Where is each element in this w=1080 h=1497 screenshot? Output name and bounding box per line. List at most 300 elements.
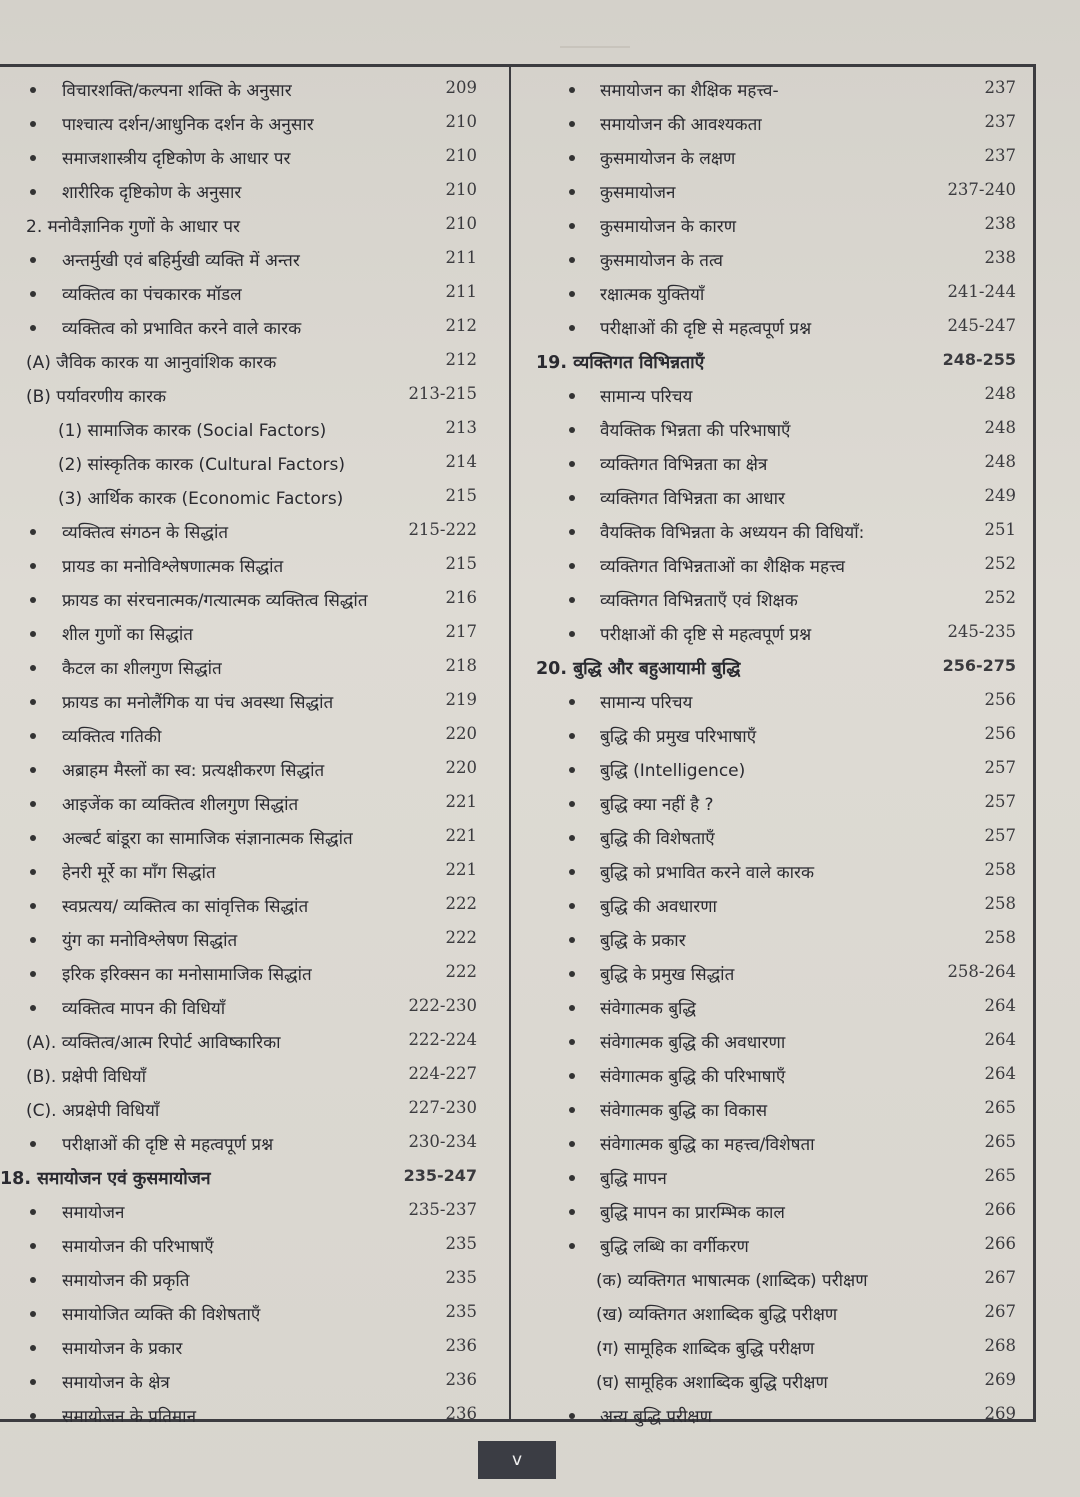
entry-page: 237 [984, 78, 1016, 97]
entry-title: व्यक्तिगत विभिन्नताओं का शैक्षिक महत्त्व [600, 557, 845, 577]
entry-title: समायोजन के क्षेत्र [62, 1373, 170, 1393]
entry-title: व्यक्तित्व को प्रभावित करने वाले कारक [62, 319, 302, 339]
contents-entry [518, 1126, 1030, 1160]
entry-page: 268 [984, 1336, 1016, 1355]
entry-title: संवेगात्मक बुद्धि की अवधारणा [600, 1033, 786, 1053]
entry-page: 220 [445, 724, 477, 743]
bullet-icon [30, 121, 36, 127]
entry-title: समायोजन की परिभाषाएँ [62, 1237, 214, 1257]
entry-page: 265 [984, 1098, 1016, 1117]
entry-title: बुद्धि की अवधारणा [600, 897, 717, 917]
contents-entry [0, 1126, 505, 1160]
bullet-icon [30, 189, 36, 195]
contents-entry [0, 1024, 505, 1058]
entry-page: 258 [984, 928, 1016, 947]
bullet-icon [569, 427, 575, 433]
contents-entry [0, 1228, 505, 1262]
entry-title: बुद्धि की विशेषताएँ [600, 829, 715, 849]
entry-page: 224-227 [408, 1064, 477, 1083]
bullet-icon [30, 1005, 36, 1011]
entry-title: (ख) व्यक्तिगत अशाब्दिक बुद्धि परीक्षण [596, 1305, 838, 1325]
entry-page: 216 [445, 588, 477, 607]
contents-entry [0, 480, 505, 514]
bullet-icon [569, 1039, 575, 1045]
contents-entry [0, 344, 505, 378]
entry-title: व्यक्तिगत विभिन्नताएँ एवं शिक्षक [600, 591, 798, 611]
bullet-icon [569, 223, 575, 229]
entry-title: समायोजन के प्रतिमान [62, 1407, 197, 1427]
bullet-icon [30, 87, 36, 93]
bullet-icon [569, 393, 575, 399]
entry-page: 264 [984, 1030, 1016, 1049]
entry-title: फ्रायड का संरचनात्मक/गत्यात्मक व्यक्तित्व सिद्धांत [62, 591, 368, 611]
contents-entry [0, 650, 505, 684]
bullet-icon [30, 631, 36, 637]
entry-title: बुद्धि के प्रकार [600, 931, 686, 951]
entry-page: 214 [445, 452, 477, 471]
entry-page: 211 [445, 282, 477, 301]
entry-title: समायोजन के प्रकार [62, 1339, 183, 1359]
contents-entry [0, 616, 505, 650]
contents-entry [0, 446, 505, 480]
entry-title: समाजशास्त्रीय दृष्टिकोण के आधार पर [62, 149, 291, 169]
entry-title: फ्रायड का मनोलैंगिक या पंच अवस्था सिद्धांत [62, 693, 334, 713]
bullet-icon [569, 1243, 575, 1249]
contents-entry [0, 208, 505, 242]
bullet-icon [30, 869, 36, 875]
contents-entry [0, 786, 505, 820]
bullet-icon [569, 937, 575, 943]
entry-page: 235 [445, 1268, 477, 1287]
contents-entry [0, 888, 505, 922]
chapter-heading [518, 344, 1030, 378]
entry-title: (3) आर्थिक कारक (Economic Factors) [58, 489, 344, 509]
entry-title: परीक्षाओं की दृष्टि से महत्वपूर्ण प्रश्न [62, 1135, 274, 1155]
bullet-icon [30, 563, 36, 569]
entry-page: 237 [984, 112, 1016, 131]
entry-title: बुद्धि मापन [600, 1169, 667, 1189]
bullet-icon [30, 937, 36, 943]
entry-title: बुद्धि लब्धि का वर्गीकरण [600, 1237, 749, 1257]
entry-page: 217 [445, 622, 477, 641]
entry-title: कैटल का शीलगुण सिद्धांत [62, 659, 222, 679]
entry-title: बुद्धि को प्रभावित करने वाले कारक [600, 863, 815, 883]
entry-page: 221 [445, 792, 477, 811]
contents-entry [518, 1296, 1030, 1330]
contents-entry [518, 514, 1030, 548]
entry-page: 209 [445, 78, 477, 97]
entry-title: संवेगात्मक बुद्धि [600, 999, 697, 1019]
entry-title: संवेगात्मक बुद्धि का महत्त्व/विशेषता [600, 1135, 815, 1155]
entry-page: 213 [445, 418, 477, 437]
contents-entry [0, 242, 505, 276]
entry-page: 252 [984, 588, 1016, 607]
contents-entry [518, 1262, 1030, 1296]
entry-title: 19. व्यक्तिगत विभिन्नताएँ [536, 353, 705, 373]
entry-title: अल्बर्ट बांडूरा का सामाजिक संज्ञानात्मक सिद्धांत [62, 829, 353, 849]
entry-page: 264 [984, 1064, 1016, 1083]
entry-page: 269 [984, 1404, 1016, 1423]
entry-title: (A) जैविक कारक या आनुवांशिक कारक [26, 353, 277, 373]
entry-title: बुद्धि के प्रमुख सिद्धांत [600, 965, 735, 985]
contents-entry [0, 1296, 505, 1330]
bullet-icon [30, 529, 36, 535]
entry-title: इरिक इरिक्सन का मनोसामाजिक सिद्धांत [62, 965, 312, 985]
bullet-icon [30, 1277, 36, 1283]
entry-page: 266 [984, 1200, 1016, 1219]
entry-page: 256 [984, 724, 1016, 743]
contents-entry [518, 1228, 1030, 1262]
contents-entry [518, 1058, 1030, 1092]
entry-page: 252 [984, 554, 1016, 573]
entry-title: कुसमायोजन के कारण [600, 217, 736, 237]
contents-entry [518, 922, 1030, 956]
entry-title: व्यक्तित्व गतिकी [62, 727, 162, 747]
bullet-icon [569, 121, 575, 127]
entry-page: 257 [984, 792, 1016, 811]
contents-entry [0, 1398, 505, 1432]
entry-page: 227-230 [408, 1098, 477, 1117]
entry-title: अन्य बुद्धि परीक्षण [600, 1407, 712, 1427]
entry-title: (ग) सामूहिक शाब्दिक बुद्धि परीक्षण [596, 1339, 815, 1359]
bullet-icon [30, 835, 36, 841]
entry-page: 265 [984, 1166, 1016, 1185]
bullet-icon [569, 631, 575, 637]
contents-entry [518, 956, 1030, 990]
contents-entry [0, 752, 505, 786]
entry-title: बुद्धि की प्रमुख परिभाषाएँ [600, 727, 757, 747]
entry-page: 222 [445, 894, 477, 913]
entry-page: 222 [445, 928, 477, 947]
entry-title: कुसमायोजन [600, 183, 676, 203]
contents-entry [518, 616, 1030, 650]
bullet-icon [569, 801, 575, 807]
entry-page: 248 [984, 384, 1016, 403]
contents-entry [518, 786, 1030, 820]
contents-entry [0, 990, 505, 1024]
bullet-icon [569, 189, 575, 195]
entry-title: युंग का मनोविश्लेषण सिद्धांत [62, 931, 238, 951]
entry-title: अन्तर्मुखी एवं बहिर्मुखी व्यक्ति में अन्तर [62, 251, 300, 271]
entry-page: 238 [984, 248, 1016, 267]
entry-title: बुद्धि मापन का प्रारम्भिक काल [600, 1203, 785, 1223]
bullet-icon [30, 1311, 36, 1317]
entry-title: व्यक्तिगत विभिन्नता का आधार [600, 489, 785, 509]
entry-page: 235 [445, 1302, 477, 1321]
contents-entry [518, 106, 1030, 140]
entry-title: (C). अप्रक्षेपी विधियाँ [26, 1101, 160, 1121]
bullet-icon [569, 767, 575, 773]
entry-page: 210 [445, 112, 477, 131]
bullet-icon [569, 87, 575, 93]
entry-page: 222-224 [408, 1030, 477, 1049]
bullet-icon [30, 903, 36, 909]
entry-page: 256 [984, 690, 1016, 709]
entry-page: 265 [984, 1132, 1016, 1151]
entry-page: 222-230 [408, 996, 477, 1015]
entry-title: समायोजन की प्रकृति [62, 1271, 190, 1291]
contents-entry [0, 1058, 505, 1092]
bullet-icon [569, 1005, 575, 1011]
contents-entry [518, 310, 1030, 344]
entry-page: 257 [984, 758, 1016, 777]
bullet-icon [569, 971, 575, 977]
contents-entry [518, 174, 1030, 208]
entry-title: (B) पर्यावरणीय कारक [26, 387, 167, 407]
entry-title: अब्राहम मैस्लों का स्व: प्रत्यक्षीकरण सिद्धांत [62, 761, 325, 781]
contents-entry [518, 208, 1030, 242]
bullet-icon [569, 563, 575, 569]
entry-title: सामान्य परिचय [600, 387, 693, 407]
entry-title: रक्षात्मक युक्तियाँ [600, 285, 705, 305]
bullet-icon [569, 597, 575, 603]
contents-entry [518, 140, 1030, 174]
entry-title: (घ) सामूहिक अशाब्दिक बुद्धि परीक्षण [596, 1373, 828, 1393]
entry-title: आइजेंक का व्यक्तित्व शीलगुण सिद्धांत [62, 795, 299, 815]
bullet-icon [569, 733, 575, 739]
bullet-icon [30, 1345, 36, 1351]
bullet-icon [569, 1141, 575, 1147]
entry-page: 222 [445, 962, 477, 981]
entry-title: संवेगात्मक बुद्धि का विकास [600, 1101, 768, 1121]
bullet-icon [569, 529, 575, 535]
entry-title: (क) व्यक्तिगत भाषात्मक (शाब्दिक) परीक्षण [596, 1271, 868, 1291]
contents-entry [0, 276, 505, 310]
top-mark [560, 46, 630, 48]
entry-title: कुसमायोजन के तत्व [600, 251, 723, 271]
column-divider [509, 66, 511, 1420]
contents-entry [518, 1160, 1030, 1194]
entry-page: 264 [984, 996, 1016, 1015]
chapter-heading [0, 1160, 505, 1194]
bullet-icon [569, 1413, 575, 1419]
bullet-icon [569, 291, 575, 297]
bullet-icon [30, 1379, 36, 1385]
contents-entry [0, 140, 505, 174]
bullet-icon [569, 835, 575, 841]
bullet-icon [30, 325, 36, 331]
bullet-icon [30, 733, 36, 739]
entry-page: 236 [445, 1336, 477, 1355]
entry-page: 218 [445, 656, 477, 675]
entry-title: परीक्षाओं की दृष्टि से महत्वपूर्ण प्रश्न [600, 625, 812, 645]
contents-entry [518, 1398, 1030, 1432]
contents-entry [518, 1194, 1030, 1228]
entry-page: 219 [445, 690, 477, 709]
entry-title: व्यक्तिगत विभिन्नता का क्षेत्र [600, 455, 768, 475]
contents-entry [0, 1330, 505, 1364]
entry-title: वैयक्तिक भिन्नता की परिभाषाएँ [600, 421, 791, 441]
contents-entry [518, 854, 1030, 888]
entry-title: विचारशक्ति/कल्पना शक्ति के अनुसार [62, 81, 292, 101]
contents-entry [518, 1092, 1030, 1126]
contents-entry [0, 72, 505, 106]
bullet-icon [569, 869, 575, 875]
entry-title: शील गुणों का सिद्धांत [62, 625, 193, 645]
entry-title: (A). व्यक्तित्व/आत्म रिपोर्ट आविष्कारिका [26, 1033, 281, 1053]
contents-entry [0, 718, 505, 752]
bullet-icon [569, 699, 575, 705]
entry-page: 248-255 [942, 350, 1016, 369]
entry-page: 248 [984, 452, 1016, 471]
contents-column-right [518, 72, 1030, 1432]
entry-title: समायोजन [62, 1203, 125, 1223]
page-number: v [478, 1441, 556, 1479]
contents-entry [0, 1194, 505, 1228]
entry-page: 212 [445, 350, 477, 369]
entry-page: 237-240 [947, 180, 1016, 199]
entry-title: पाश्चात्य दर्शन/आधुनिक दर्शन के अनुसार [62, 115, 314, 135]
entry-page: 215 [445, 486, 477, 505]
contents-entry [0, 514, 505, 548]
entry-title: संवेगात्मक बुद्धि की परिभाषाएँ [600, 1067, 786, 1087]
entry-page: 237 [984, 146, 1016, 165]
bullet-icon [569, 1175, 575, 1181]
entry-page: 235 [445, 1234, 477, 1253]
contents-entry [0, 922, 505, 956]
bullet-icon [30, 257, 36, 263]
entry-page: 210 [445, 180, 477, 199]
bullet-icon [30, 1413, 36, 1419]
contents-entry [518, 1330, 1030, 1364]
entry-title: व्यक्तित्व का पंचकारक मॉडल [62, 285, 242, 305]
entry-page: 235-247 [403, 1166, 477, 1185]
entry-page: 251 [984, 520, 1016, 539]
entry-title: सामान्य परिचय [600, 693, 693, 713]
bullet-icon [569, 1107, 575, 1113]
bullet-icon [569, 325, 575, 331]
entry-page: 267 [984, 1302, 1016, 1321]
bullet-icon [569, 1209, 575, 1215]
contents-entry [0, 956, 505, 990]
entry-page: 266 [984, 1234, 1016, 1253]
contents-entry [518, 582, 1030, 616]
entry-page: 238 [984, 214, 1016, 233]
entry-page: 221 [445, 860, 477, 879]
entry-page: 215-222 [408, 520, 477, 539]
entry-title: स्वप्रत्यय/ व्यक्तित्व का सांवृत्तिक सिद्धांत [62, 897, 309, 917]
entry-title: परीक्षाओं की दृष्टि से महत्वपूर्ण प्रश्न [600, 319, 812, 339]
bullet-icon [569, 1073, 575, 1079]
entry-title: (1) सामाजिक कारक (Social Factors) [58, 421, 327, 441]
contents-entry [0, 684, 505, 718]
bullet-icon [569, 903, 575, 909]
contents-entry [0, 378, 505, 412]
entry-title: शारीरिक दृष्टिकोण के अनुसार [62, 183, 242, 203]
bullet-icon [30, 665, 36, 671]
entry-page: 258 [984, 860, 1016, 879]
contents-entry [518, 1364, 1030, 1398]
bullet-icon [30, 1209, 36, 1215]
entry-page: 221 [445, 826, 477, 845]
contents-entry [518, 752, 1030, 786]
bullet-icon [30, 1141, 36, 1147]
entry-page: 257 [984, 826, 1016, 845]
entry-title: बुद्धि (Intelligence) [600, 761, 746, 781]
entry-page: 235-237 [408, 1200, 477, 1219]
entry-page: 210 [445, 214, 477, 233]
entry-page: 267 [984, 1268, 1016, 1287]
entry-page: 215 [445, 554, 477, 573]
contents-entry [518, 684, 1030, 718]
bullet-icon [569, 461, 575, 467]
contents-entry [518, 242, 1030, 276]
bullet-icon [569, 495, 575, 501]
entry-page: 210 [445, 146, 477, 165]
entry-title: व्यक्तित्व संगठन के सिद्धांत [62, 523, 229, 543]
contents-entry [518, 378, 1030, 412]
entry-page: 258 [984, 894, 1016, 913]
contents-entry [0, 106, 505, 140]
bullet-icon [569, 257, 575, 263]
entry-title: (B). प्रक्षेपी विधियाँ [26, 1067, 147, 1087]
contents-entry [518, 276, 1030, 310]
entry-title: 2. मनोवैज्ञानिक गुणों के आधार पर [26, 217, 241, 237]
contents-entry [0, 854, 505, 888]
contents-entry [518, 548, 1030, 582]
contents-entry [0, 548, 505, 582]
entry-title: प्रायड का मनोविश्लेषणात्मक सिद्धांत [62, 557, 284, 577]
bullet-icon [30, 155, 36, 161]
contents-entry [0, 412, 505, 446]
contents-entry [518, 718, 1030, 752]
contents-entry [0, 582, 505, 616]
entry-title: समायोजन की आवश्यकता [600, 115, 762, 135]
contents-entry [0, 174, 505, 208]
contents-entry [518, 990, 1030, 1024]
bullet-icon [30, 699, 36, 705]
entry-page: 241-244 [947, 282, 1016, 301]
contents-entry [518, 72, 1030, 106]
bullet-icon [30, 597, 36, 603]
entry-page: 269 [984, 1370, 1016, 1389]
contents-entry [0, 1092, 505, 1126]
bullet-icon [30, 767, 36, 773]
bullet-icon [30, 1243, 36, 1249]
contents-entry [518, 480, 1030, 514]
contents-entry [0, 1364, 505, 1398]
entry-page: 211 [445, 248, 477, 267]
contents-entry [518, 1024, 1030, 1058]
entry-title: वैयक्तिक विभिन्नता के अध्ययन की विधियाँ: [600, 523, 865, 543]
contents-entry [0, 820, 505, 854]
entry-page: 212 [445, 316, 477, 335]
contents-entry [0, 310, 505, 344]
entry-title: समायोजन का शैक्षिक महत्त्व- [600, 81, 779, 101]
entry-title: (2) सांस्कृतिक कारक (Cultural Factors) [58, 455, 345, 475]
chapter-heading [518, 650, 1030, 684]
entry-title: हेनरी मूर्रे का माँग सिद्धांत [62, 863, 216, 883]
contents-column-left [0, 72, 505, 1432]
entry-page: 220 [445, 758, 477, 777]
entry-page: 213-215 [408, 384, 477, 403]
entry-page: 236 [445, 1404, 477, 1423]
entry-page: 258-264 [947, 962, 1016, 981]
contents-entry [518, 888, 1030, 922]
bullet-icon [569, 155, 575, 161]
contents-entry [518, 446, 1030, 480]
entry-title: कुसमायोजन के लक्षण [600, 149, 736, 169]
entry-page: 245-235 [947, 622, 1016, 641]
entry-title: 20. बुद्धि और बहुआयामी बुद्धि [536, 659, 741, 679]
entry-title: 18. समायोजन एवं कुसमायोजन [0, 1169, 211, 1189]
entry-page: 230-234 [408, 1132, 477, 1151]
bullet-icon [30, 971, 36, 977]
contents-entry [518, 412, 1030, 446]
bullet-icon [30, 801, 36, 807]
entry-title: समायोजित व्यक्ति की विशेषताएँ [62, 1305, 261, 1325]
entry-page: 248 [984, 418, 1016, 437]
